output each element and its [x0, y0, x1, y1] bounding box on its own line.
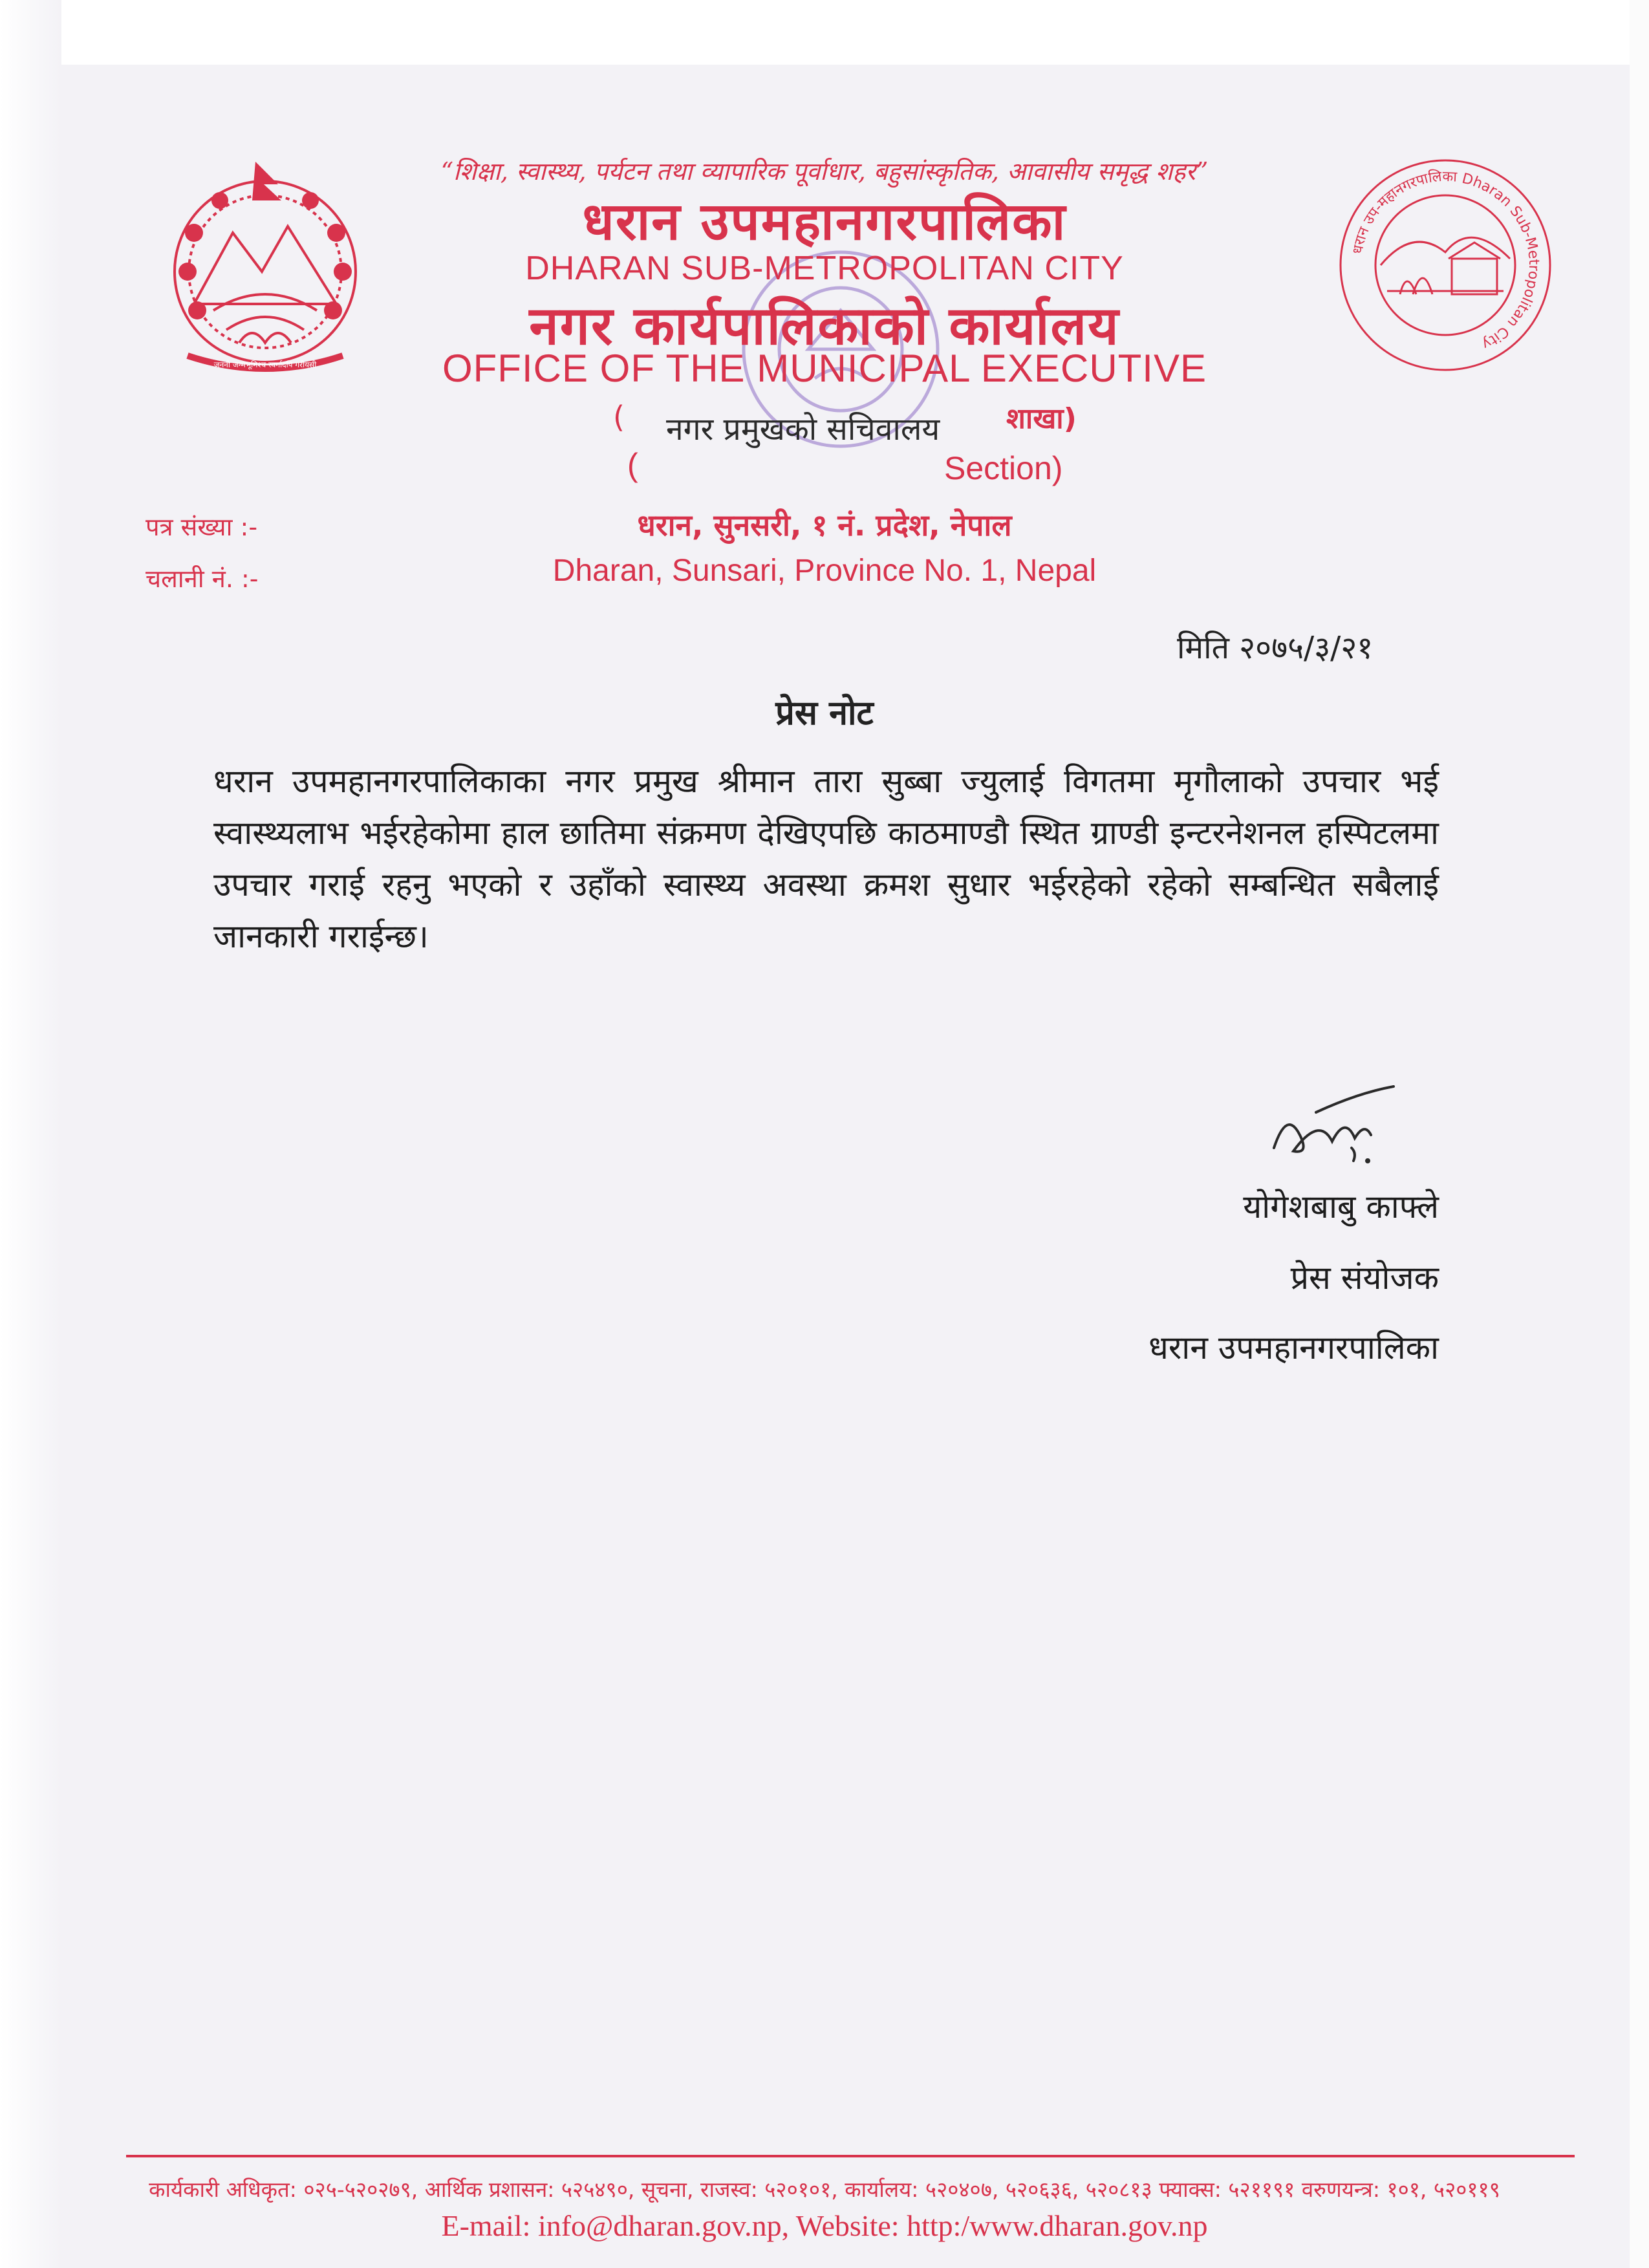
- dispatch-number-label: चलानी नं. :-: [146, 565, 259, 593]
- letterhead-slogan: “शिक्षा, स्वास्थ्य, पर्यटन तथा व्यापारिक पूर्वाधार, बहुसांस्कृतिक, आवासीय समृद्ध शहर”: [440, 157, 1209, 186]
- office-title-nepali: नगर कार्यपालिकाको कार्यालय: [529, 296, 1120, 357]
- address-nepali: धरान, सुनसरी, १ नं. प्रदेश, नेपाल: [637, 508, 1012, 543]
- signatory-name: योगेशबाबु काफ्ले: [1243, 1188, 1439, 1226]
- signatory-title: प्रेस संयोजक: [1290, 1259, 1439, 1297]
- office-title-english: OFFICE OF THE MUNICIPAL EXECUTIVE: [442, 347, 1207, 390]
- branch-paren-open: (: [613, 400, 625, 435]
- municipality-title-english: DHARAN SUB-METROPOLITAN CITY: [525, 250, 1124, 287]
- scan-top-margin: [0, 0, 1649, 65]
- city-seal-text: धरान उप-महानगरपालिका Dharan Sub-Metropolitan City: [1350, 168, 1542, 352]
- press-note-heading: प्रेस नोट: [775, 694, 874, 733]
- emblem-ribbon-text: जननी जन्मभूमिश्च स्वर्गादपि गरीयसी: [213, 360, 317, 369]
- footer-contact-info: E-mail: info@dharan.gov.np, Website: http:/www.dharan.gov.np: [441, 2209, 1208, 2242]
- address-english: Dharan, Sunsari, Province No. 1, Nepal: [552, 554, 1097, 588]
- letter-number-label: पत्र संख्या :-: [146, 513, 258, 541]
- section-label: Section): [944, 450, 1063, 486]
- letter-body: धरान उपमहानगरपालिकाका नगर प्रमुख श्रीमान तारा सुब्बा ज्युलाई विगतमा मृगौलाको उपचार भई स्वास्थ्यलाभ भईरहेकोमा हाल छातिमा संक्रमण देखिएपछि काठमाण्डौ स्थित ग्राण्डी इन्टरनेशनल हस्पिटलमा उपचार गराई रहनु भएको र उहाँको स्वास्थ्य अवस्था क्रमश सुधार भईरहेको रहेको सम्बन्धित सबैलाई जानकारी गराईन्छ।: [213, 762, 1439, 955]
- footer-phone-numbers: कार्यकारी अधिकृत: ०२५-५२०२७९, आर्थिक प्रशासन: ५२५४९०, सूचना, राजस्व: ५२०१०१, कार्यालय: ५२०४०७, ५२०६३६, ५२०८१३ फ्याक्स: ५२११९१ वरुणयन्त्र: १०१, ५२०११९: [149, 2177, 1500, 2202]
- branch-name-handwritten: नगर प्रमुखको सचिवालय: [666, 411, 940, 448]
- footer-divider: [126, 2155, 1575, 2157]
- signatory-organization: धरान उपमहानगरपालिका: [1148, 1329, 1439, 1366]
- letter-date: मिति २०७५/३/२१: [1177, 630, 1374, 666]
- signature-icon: [1255, 1077, 1403, 1180]
- section-paren-open: (: [627, 447, 638, 483]
- municipality-title-nepali: धरान उपमहानगरपालिका: [582, 191, 1067, 252]
- branch-suffix-label: शाखा): [1006, 402, 1077, 435]
